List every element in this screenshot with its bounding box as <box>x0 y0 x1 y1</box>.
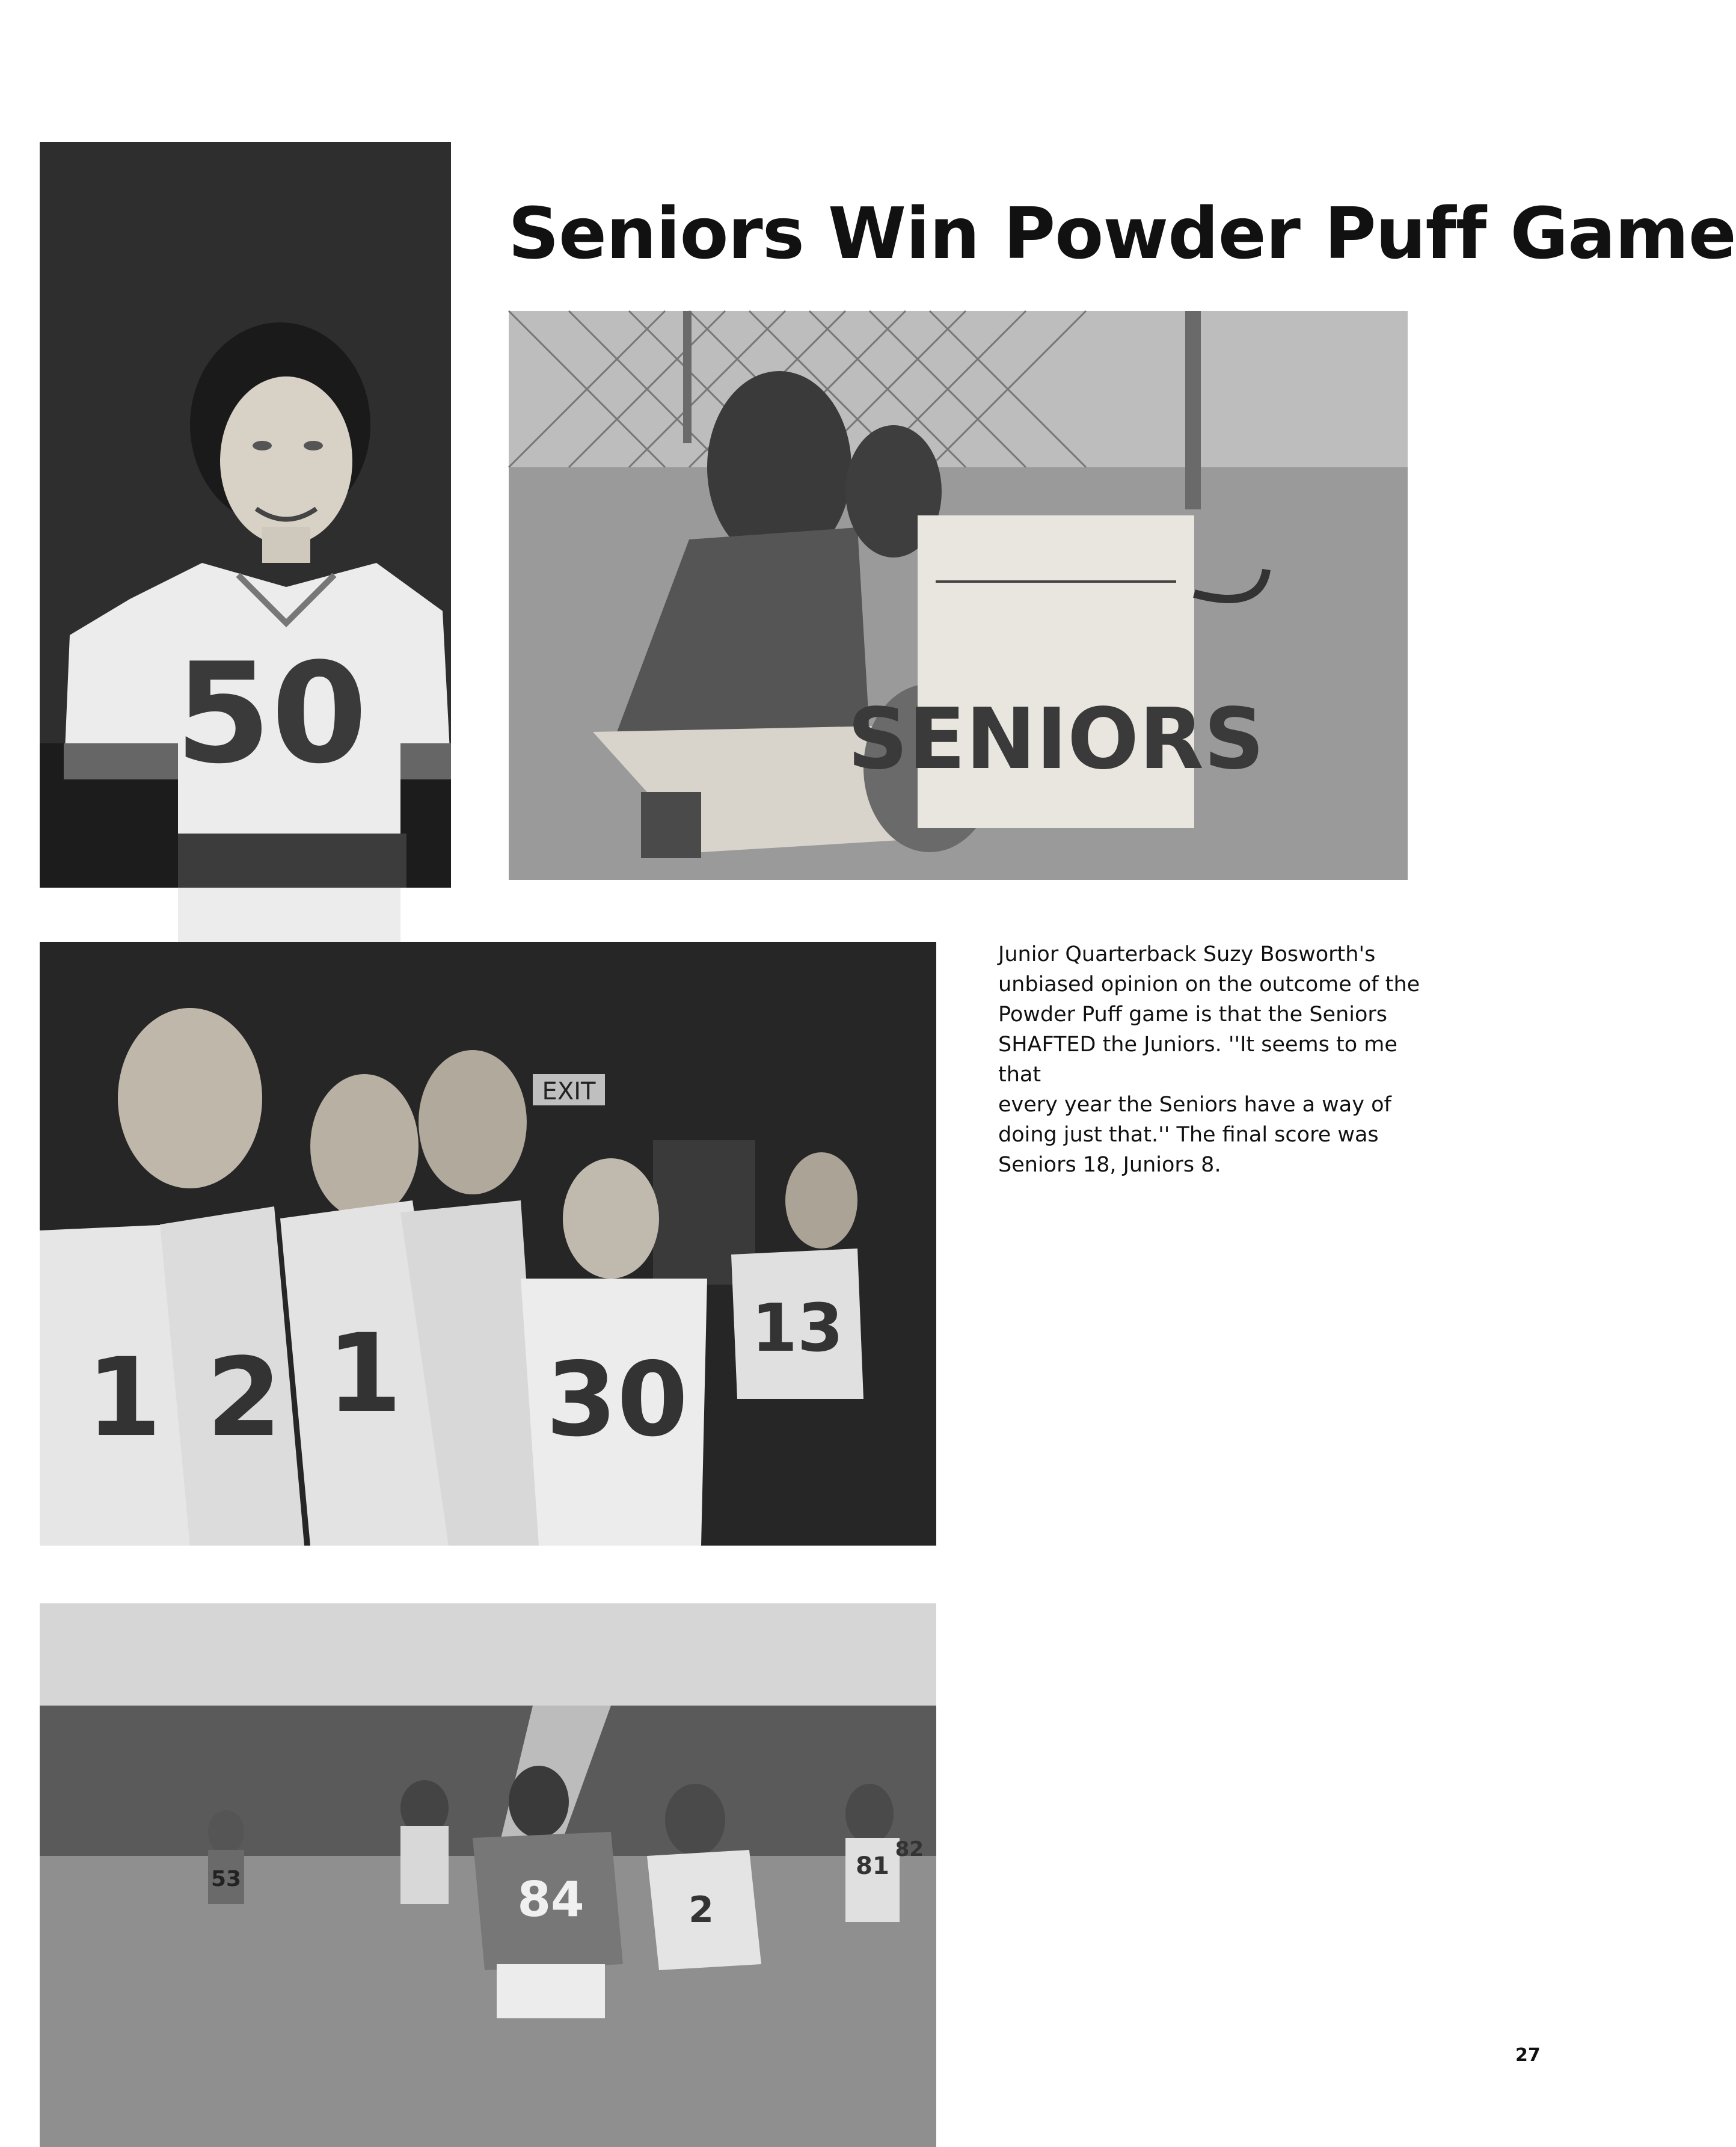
caption-line: Seniors 18, Juniors 8. <box>998 1153 1221 1177</box>
group-jersey-number-1: 1 <box>86 1335 162 1461</box>
exit-sign: EXIT <box>542 1078 596 1105</box>
group-photo-image <box>40 942 936 1546</box>
caption-line: Powder Puff game is that the Seniors <box>998 1003 1388 1027</box>
portrait-photo <box>40 142 451 888</box>
team-group-photo <box>40 942 936 1546</box>
group-jersey-number-3: 1 <box>327 1311 402 1437</box>
caption-line: SHAFTED the Juniors. ''It seems to me that <box>998 1033 1397 1087</box>
caption-line: Junior Quarterback Suzy Bosworth's <box>998 942 1376 966</box>
dog-sign-text: SENIORS <box>847 690 1265 788</box>
caption-line: unbiased opinion on the outcome of the <box>998 972 1420 997</box>
field-jersey-number-2: 84 <box>517 1872 584 1927</box>
field-jersey-number-1: 53 <box>210 1867 242 1891</box>
field-action-photo <box>40 1603 936 2147</box>
field-jersey-number-4: 81 <box>856 1852 889 1880</box>
group-jersey-number-4: 30 <box>545 1341 689 1460</box>
field-jersey-number-5: 82 <box>895 1837 924 1861</box>
field-jersey-number-3: 2 <box>689 1889 714 1931</box>
caption-line: every year the Seniors have a way of <box>998 1093 1391 1117</box>
portrait-photo-image <box>40 142 451 888</box>
caption-line: doing just that.'' The final score was <box>998 1123 1379 1147</box>
headline: Seniors Win Powder Puff Game <box>508 192 1736 275</box>
page-number: 27 <box>1515 2045 1541 2066</box>
dog-with-sign-photo <box>509 311 1408 880</box>
portrait-jersey-number: 50 <box>174 634 368 794</box>
group-jersey-number-5: 13 <box>751 1289 844 1366</box>
group-jersey-number-2: 2 <box>206 1335 282 1461</box>
photo-caption <box>998 939 1431 1180</box>
field-photo-image <box>40 1603 936 2147</box>
dog-photo-image <box>509 311 1408 880</box>
